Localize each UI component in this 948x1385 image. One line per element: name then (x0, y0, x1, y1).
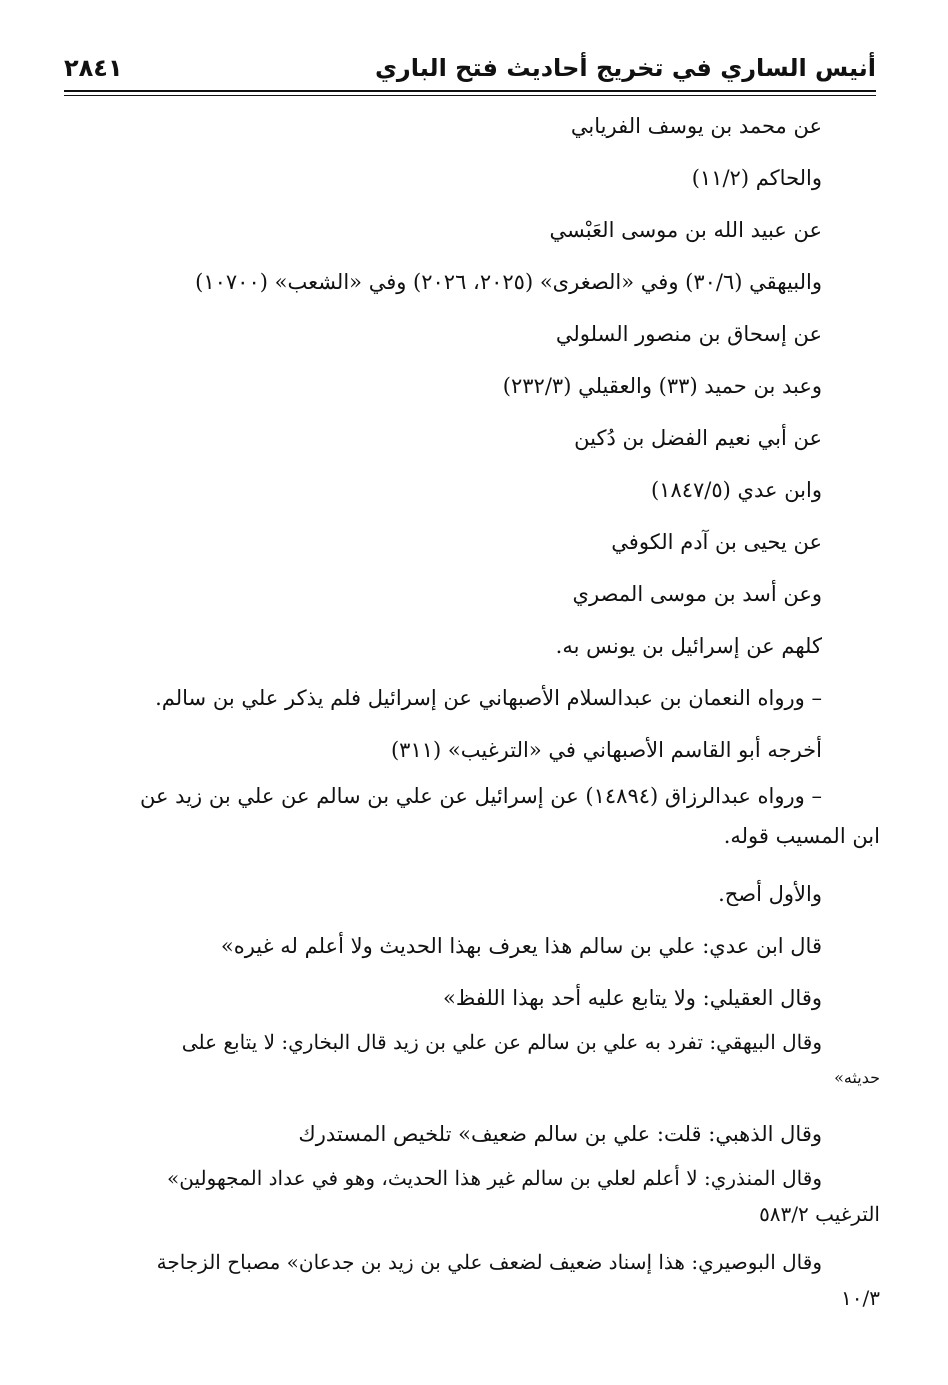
text-line: والحاكم (١١/٢) (691, 166, 822, 190)
text-line: وعن أسد بن موسى المصري (572, 582, 822, 606)
text-line: – ورواه النعمان بن عبدالسلام الأصبهاني عن إسرائيل فلم يذكر علي بن سالم. (155, 686, 822, 710)
paragraph-line: وقال البوصيري: هذا إسناد ضعيف لضعف علي بن زيد بن جدعان» مصباح الزجاجة (156, 1250, 822, 1274)
text-line: وعبد بن حميد (٣٣) والعقيلي (٢٣٢/٣) (502, 374, 822, 398)
text-line: قال ابن عدي: علي بن سالم هذا يعرف بهذا الحديث ولا أعلم له غيره» (220, 934, 822, 958)
paragraph-line: حديثه» (834, 1068, 880, 1087)
page-body (72, 100, 880, 1328)
text-line: عن أبي نعيم الفضل بن دُكين (574, 426, 822, 450)
paragraph-line: الترغيب ٥٨٣/٢ (759, 1202, 880, 1226)
book-title: أنيس الساري في تخريج أحاديث فتح الباري (374, 54, 876, 82)
text-line: أخرجه أبو القاسم الأصبهاني في «الترغيب» (٣١١) (390, 738, 822, 762)
paragraph-abdulrazzaq (72, 776, 880, 856)
header-rule-thin (64, 95, 876, 96)
text-line: وقال العقيلي: ولا يتابع عليه أحد بهذا اللفظ» (442, 986, 822, 1010)
paragraph-busiri (72, 1244, 880, 1316)
paragraph-mundhiri (72, 1160, 880, 1232)
text-line: والأول أصح. (718, 882, 822, 906)
page-number: ٢٨٤١ (64, 54, 123, 82)
paragraph-line: وقال المنذري: لا أعلم لعلي بن سالم غير هذا الحديث، وهو في عداد المجهولين» (167, 1166, 822, 1190)
text-line: والبيهقي (٣٠/٦) وفي «الصغرى» (٢٠٢٥، ٢٠٢٦) وفي «الشعب» (١٠٧٠٠) (195, 270, 822, 294)
paragraph-line: ابن المسيب قوله. (723, 824, 880, 848)
paragraph-line: – ورواه عبدالرزاق (١٤٨٩٤) عن إسرائيل عن علي بن سالم عن علي بن زيد عن (139, 784, 822, 808)
paragraph-line: ١٠/٣ (841, 1286, 880, 1310)
text-line: عن يحيى بن آدم الكوفي (611, 530, 822, 554)
text-line: وقال الذهبي: قلت: علي بن سالم ضعيف» تلخيص المستدرك (298, 1122, 822, 1146)
running-header (64, 48, 876, 88)
header-rule (64, 90, 876, 92)
text-line: عن عبيد الله بن موسى العَبْسي (549, 218, 822, 242)
paragraph-bayhaqi (72, 1024, 880, 1096)
paragraph-line: وقال البيهقي: تفرد به علي بن سالم عن علي بن زيد قال البخاري: لا يتابع على (181, 1030, 822, 1054)
text-line: عن إسحاق بن منصور السلولي (555, 322, 822, 346)
text-line: كلهم عن إسرائيل بن يونس به. (555, 634, 822, 658)
text-line: عن محمد بن يوسف الفريابي (570, 114, 822, 138)
text-line: وابن عدي (١٨٤٧/٥) (650, 478, 822, 502)
